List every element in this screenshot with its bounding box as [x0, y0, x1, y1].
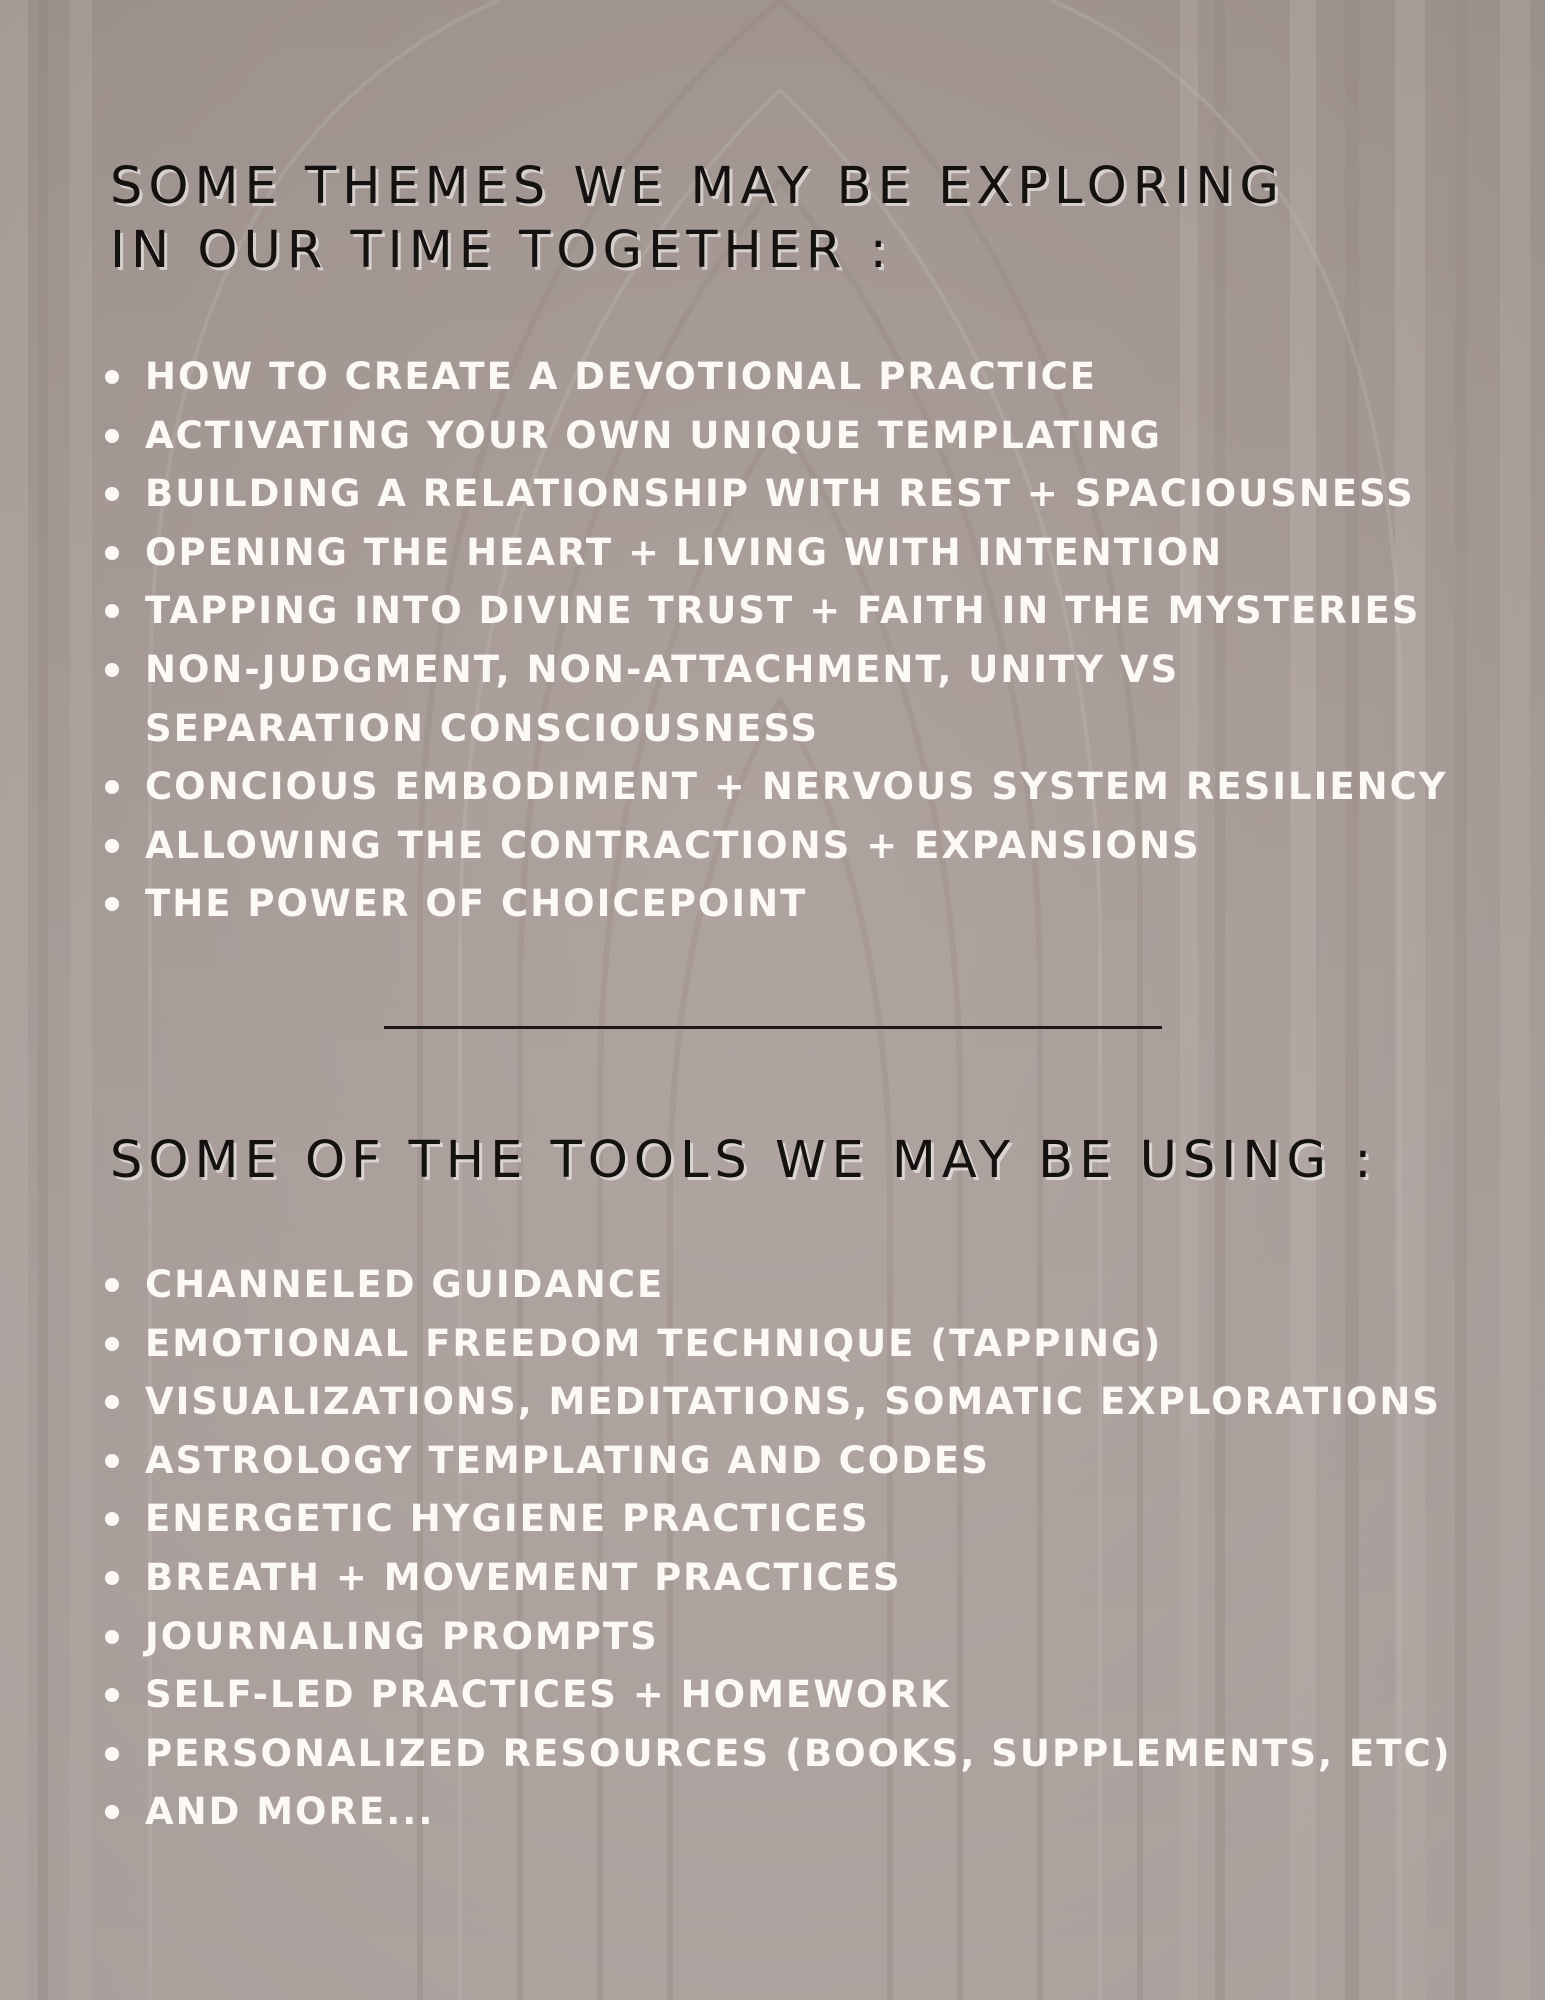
list-item [105, 1666, 1445, 1725]
list-item-text: THE POWER OF CHOICEPOINT [145, 882, 808, 926]
bullet-icon [105, 604, 119, 618]
list-item-text: SELF-LED PRACTICES + HOMEWORK [145, 1673, 951, 1717]
list-item [105, 465, 1445, 524]
themes-list [105, 348, 1448, 934]
bullet-icon [105, 1688, 119, 1702]
list-item-text: JOURNALING PROMPTS [145, 1614, 659, 1658]
list-item [105, 641, 1265, 758]
list-item-text: ASTROLOGY TEMPLATING AND CODES [145, 1438, 990, 1482]
bullet-icon [105, 780, 119, 794]
list-item [105, 1432, 1445, 1491]
bullet-icon [105, 897, 119, 911]
tools-heading [110, 1129, 1377, 1193]
bullet-icon [105, 1747, 119, 1761]
list-item [105, 1608, 1445, 1667]
bullet-icon [105, 429, 119, 443]
list-item-text: EMOTIONAL FREEDOM TECHNIQUE (TAPPING) [145, 1321, 1163, 1365]
list-item-text: TAPPING INTO DIVINE TRUST + FAITH IN THE MYSTERIES [145, 589, 1421, 633]
list-item-text: OPENING THE HEART + LIVING WITH INTENTION [145, 530, 1224, 574]
list-item-text: ALLOWING THE CONTRACTIONS + EXPANSIONS [145, 823, 1201, 867]
list-item [105, 1549, 1445, 1608]
list-item-text: ENERGETIC HYGIENE PRACTICES [145, 1497, 870, 1541]
bullet-icon [105, 663, 119, 677]
bullet-icon [105, 1571, 119, 1585]
themes-heading [110, 155, 1285, 283]
tools-list [105, 1256, 1452, 1842]
list-item-text: BUILDING A RELATIONSHIP WITH REST + SPACIOUSNESS [145, 472, 1415, 516]
list-item-text: NON-JUDGMENT, NON-ATTACHMENT, UNITY VS SEPARATION CONSCIOUSNESS [145, 647, 1180, 750]
list-item [105, 1783, 1445, 1842]
list-item-text: CHANNELED GUIDANCE [145, 1263, 665, 1306]
bullet-icon [105, 839, 119, 853]
bullet-icon [105, 1630, 119, 1644]
bullet-icon [105, 1454, 119, 1468]
list-item [105, 1256, 1445, 1315]
list-item-text: HOW TO CREATE A DEVOTIONAL PRACTICE [145, 355, 1098, 398]
bullet-icon [105, 1805, 119, 1819]
list-item-text: PERSONALIZED RESOURCES (BOOKS, SUPPLEMENTS, ETC) [145, 1731, 1452, 1775]
bullet-icon [105, 1337, 119, 1351]
bullet-icon [105, 546, 119, 560]
bullet-icon [105, 1512, 119, 1526]
list-item [105, 1490, 1445, 1549]
list-item [105, 348, 1445, 407]
list-item-text: AND MORE... [145, 1790, 435, 1834]
list-item-text: BREATH + MOVEMENT PRACTICES [145, 1555, 902, 1599]
list-item-text: VISUALIZATIONS, MEDITATIONS, SOMATIC EXPLORATIONS [145, 1380, 1441, 1424]
section-divider [384, 1026, 1162, 1029]
themes-heading-line-1: SOME THEMES WE MAY BE EXPLORING [110, 157, 1285, 216]
list-item [105, 407, 1445, 466]
themes-heading-line-2: IN OUR TIME TOGETHER : [110, 221, 893, 280]
list-item [105, 1373, 1445, 1432]
list-item [105, 524, 1445, 583]
list-item [105, 582, 1445, 641]
bullet-icon [105, 1278, 119, 1292]
list-item [105, 875, 1445, 934]
list-item-text: ACTIVATING YOUR OWN UNIQUE TEMPLATING [145, 413, 1162, 457]
bullet-icon [105, 1395, 119, 1409]
list-item-text: CONCIOUS EMBODIMENT + NERVOUS SYSTEM RESILIENCY [145, 765, 1448, 809]
bullet-icon [105, 370, 119, 384]
list-item [105, 1315, 1445, 1374]
bullet-icon [105, 487, 119, 501]
tools-heading-line: SOME OF THE TOOLS WE MAY BE USING : [110, 1131, 1378, 1190]
list-item [105, 1725, 1452, 1784]
list-item [105, 758, 1448, 817]
list-item [105, 817, 1445, 876]
